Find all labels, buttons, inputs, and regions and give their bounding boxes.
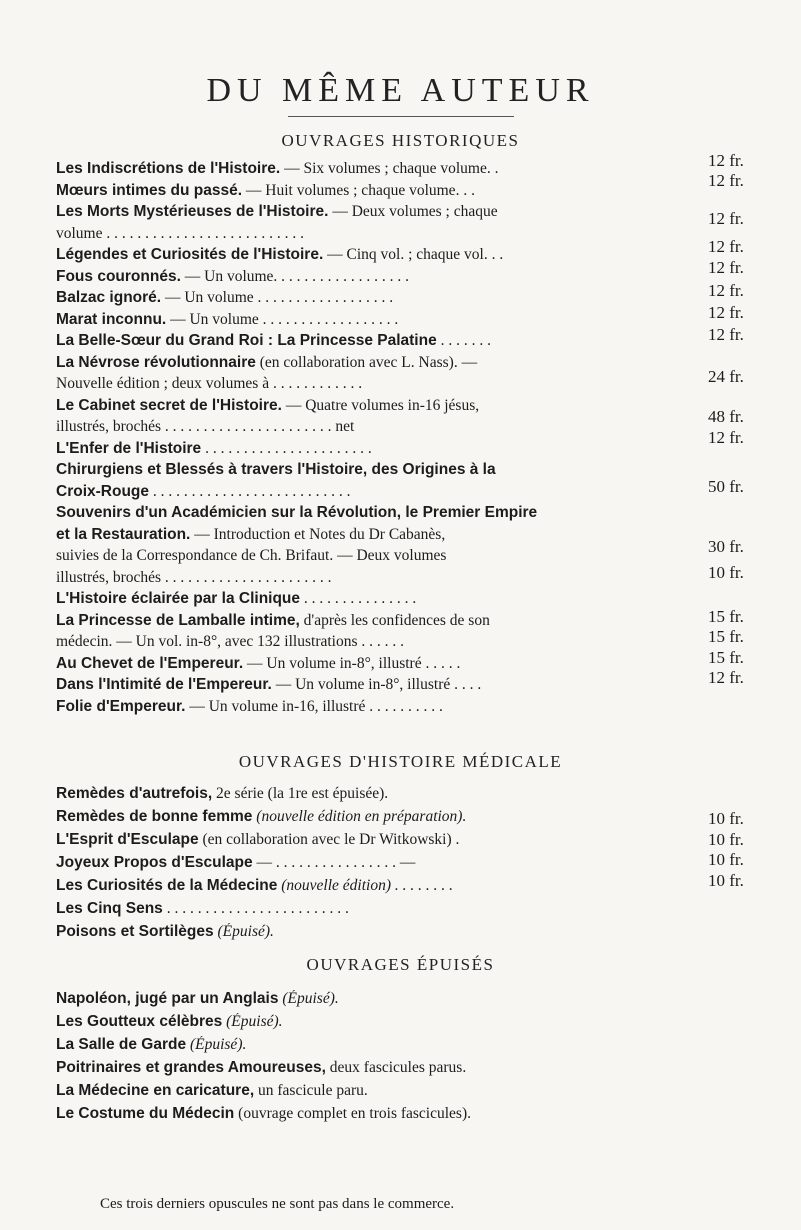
historiques-entry: [56, 418, 696, 436]
medicale-price: 10 fr.: [708, 871, 744, 890]
entry-title: La Médecine en caricature,: [56, 1082, 255, 1099]
entry-detail: . . . . . . .: [436, 332, 491, 349]
entry-detail: — Un volume . . . . . . . . . . . . . . . . . .: [166, 310, 399, 328]
entry-title: Fous couronnés.: [56, 267, 181, 285]
entry-title: Balzac ignoré.: [56, 289, 162, 306]
entry-title: Poisons et Sortilèges: [56, 923, 214, 940]
entry-detail: — Un volume. . . . . . . . . . . . . . . . . .: [180, 267, 410, 285]
historiques-price: 15 fr.: [708, 648, 744, 667]
historiques-entry: [56, 461, 696, 479]
entry-detail: médecin. — Un vol. in-8°, avec 132 illustrations . . . . . .: [56, 633, 405, 650]
entry-title: La Névrose révolutionnaire: [56, 353, 256, 371]
entry-detail: . . . . . . . . . . . . . . . . . . . . . . . .: [162, 900, 349, 917]
entry-note: (nouvelle édition en préparation).: [252, 808, 467, 825]
entry-title: La Belle-Sœur du Grand Roi : La Princesse Palatine: [56, 332, 437, 349]
historiques-price: 12 fr.: [708, 258, 744, 277]
entry-title: Les Morts Mystérieuses de l'Histoire.: [56, 203, 329, 220]
medicale-entry: [56, 831, 696, 849]
entry-detail: — Un volume . . . . . . . . . . . . . . . . . .: [161, 289, 394, 306]
entry-detail: — Deux volumes ; chaque: [328, 203, 498, 220]
historiques-entry: [56, 633, 696, 651]
entry-detail: . . . . . . . . . . . . . . . . . . . . . .: [201, 439, 372, 457]
entry-detail: illustrés, brochés . . . . . . . . . . . . . . . . . . . . . . net: [56, 418, 355, 435]
footnote: Ces trois derniers opuscules ne sont pas dans le commerce.: [100, 1196, 455, 1212]
entry-title: Les Curiosités de la Médecine: [56, 877, 278, 894]
entry-title: Le Cabinet secret de l'Histoire.: [56, 396, 282, 414]
entry-title: Folie d'Empereur.: [56, 697, 186, 715]
entry-title: Les Goutteux célèbres: [56, 1013, 223, 1030]
entry-note: (nouvelle édition) . . . . . . . .: [277, 877, 454, 894]
entry-title: Joyeux Propos d'Esculape: [56, 854, 253, 871]
entry-title: Croix-Rouge: [56, 482, 149, 500]
entry-title: Napoléon, jugé par un Anglais: [56, 990, 279, 1007]
entry-title: L'Histoire éclairée par la Clinique: [56, 590, 301, 607]
medicale-price: 10 fr.: [708, 809, 744, 828]
entry-detail: (ouvrage complet en trois fascicules).: [234, 1105, 471, 1122]
historiques-entry: [56, 311, 696, 329]
entry-detail: — Un volume in-8°, illustré . . . . .: [243, 654, 461, 672]
historiques-price: 12 fr.: [708, 325, 744, 344]
entry-detail: (en collaboration avec le Dr Witkowski) .: [198, 831, 460, 848]
historiques-entry: [56, 547, 696, 565]
historiques-entry: [56, 612, 696, 630]
entry-detail: 2e série (la 1re est épuisée).: [212, 785, 389, 802]
entry-title: Dans l'Intimité de l'Empereur.: [56, 676, 272, 693]
historiques-price: 15 fr.: [708, 627, 744, 646]
historiques-price: 12 fr.: [708, 237, 744, 256]
entry-title: Mœurs intimes du passé.: [56, 181, 243, 199]
entry-title: Les Cinq Sens: [56, 900, 163, 917]
entry-detail: — Huit volumes ; chaque volume. . .: [242, 181, 475, 199]
medicale-price: 10 fr.: [708, 850, 744, 869]
entry-title: et la Restauration.: [56, 525, 191, 543]
historiques-entry: [56, 289, 696, 307]
entry-detail: . . . . . . . . . . . . . . . . . . . . . . . . . .: [149, 482, 351, 500]
medicale-entry: [56, 900, 696, 918]
historiques-entry: [56, 182, 696, 200]
epuises-entry: [56, 1059, 696, 1077]
epuises-entry: [56, 1105, 696, 1123]
entry-detail: — Quatre volumes in-16 jésus,: [281, 396, 480, 414]
medicale-entry: [56, 808, 696, 826]
section-heading-medicale: OUVRAGES D'HISTOIRE MÉDICALE: [238, 752, 563, 771]
entry-detail: — Un volume in-8°, illustré . . . .: [271, 676, 482, 693]
historiques-entry: [56, 332, 696, 350]
historiques-price: 24 fr.: [708, 367, 744, 386]
page-title: DU MÊME AUTEUR: [206, 72, 595, 109]
historiques-price: 30 fr.: [708, 537, 744, 556]
historiques-entry: [56, 440, 696, 458]
entry-title: L'Esprit d'Esculape: [56, 831, 199, 848]
historiques-price: 15 fr.: [708, 607, 744, 626]
entry-title: La Salle de Garde: [56, 1036, 187, 1053]
historiques-entry: [56, 225, 696, 243]
historiques-entry: [56, 676, 696, 694]
entry-detail: suivies de la Correspondance de Ch. Brifaut. — Deux volumes: [56, 547, 447, 564]
entry-detail: (en collaboration avec L. Nass). —: [255, 353, 478, 371]
historiques-entry: [56, 160, 696, 178]
medicale-entry: [56, 785, 696, 803]
entry-title: Au Chevet de l'Empereur.: [56, 654, 244, 672]
entry-title: Poitrinaires et grandes Amoureuses,: [56, 1059, 326, 1076]
historiques-entry: [56, 569, 696, 587]
section-heading-epuises: OUVRAGES ÉPUISÉS: [306, 955, 495, 974]
historiques-price: 12 fr.: [708, 668, 744, 687]
entry-title: Le Costume du Médecin: [56, 1105, 235, 1122]
entry-detail: — Un volume in-16, illustré . . . . . . . . . .: [185, 697, 443, 715]
historiques-entry: [56, 397, 696, 415]
historiques-entry: [56, 504, 696, 522]
title-underline: [288, 116, 514, 117]
entry-title: L'Enfer de l'Histoire: [56, 439, 202, 457]
entry-title: Marat inconnu.: [56, 310, 167, 328]
entry-detail: un fascicule paru.: [254, 1082, 368, 1099]
historiques-entry: [56, 268, 696, 286]
entry-detail: d'après les confidences de son: [299, 611, 490, 629]
medicale-entry: [56, 854, 696, 872]
entry-title: Chirurgiens et Blessés à travers l'Histoire, des Origines à la: [56, 461, 496, 478]
entry-note: (Épuisé).: [222, 1013, 283, 1030]
entry-detail: — . . . . . . . . . . . . . . . . —: [252, 854, 416, 871]
historiques-entry: [56, 354, 696, 372]
epuises-entry: [56, 990, 696, 1008]
historiques-price: 12 fr.: [708, 171, 744, 190]
entry-detail: illustrés, brochés . . . . . . . . . . . . . . . . . . . . . .: [56, 568, 332, 586]
medicale-entry: [56, 877, 696, 895]
entry-note: (Épuisé).: [278, 990, 339, 1007]
historiques-entry: [56, 590, 696, 608]
entry-detail: — Cinq vol. ; chaque vol. . .: [323, 246, 504, 263]
entry-detail: volume . . . . . . . . . . . . . . . . . . . . . . . . . .: [56, 224, 304, 242]
historiques-entry: [56, 375, 696, 393]
entry-title: Souvenirs d'un Académicien sur la Révolution, le Premier Empire: [56, 504, 538, 521]
historiques-entry: [56, 698, 696, 716]
entry-note: (Épuisé).: [213, 923, 274, 940]
entry-detail: — Six volumes ; chaque volume. .: [280, 160, 499, 177]
entry-detail: Nouvelle édition ; deux volumes à . . . . . . . . . . . .: [56, 375, 363, 392]
historiques-entry: [56, 203, 696, 221]
entry-title: Légendes et Curiosités de l'Histoire.: [56, 246, 324, 263]
entry-detail: deux fascicules parus.: [325, 1059, 467, 1076]
historiques-entry: [56, 483, 696, 501]
entry-note: (Épuisé).: [186, 1036, 247, 1053]
medicale-entry: [56, 923, 696, 941]
historiques-price: 48 fr.: [708, 407, 744, 426]
epuises-entry: [56, 1013, 696, 1031]
historiques-entry: [56, 246, 696, 264]
entry-title: Remèdes d'autrefois,: [56, 785, 213, 802]
historiques-entry: [56, 655, 696, 673]
section-heading-historiques: OUVRAGES HISTORIQUES: [281, 131, 520, 150]
historiques-price: 12 fr.: [708, 303, 744, 322]
entry-title: Les Indiscrétions de l'Histoire.: [56, 160, 281, 177]
epuises-entry: [56, 1036, 696, 1054]
historiques-price: 12 fr.: [708, 281, 744, 300]
entry-detail: — Introduction et Notes du Dr Cabanès,: [190, 525, 446, 543]
historiques-price: 10 fr.: [708, 563, 744, 582]
historiques-price: 12 fr.: [708, 151, 744, 170]
entry-detail: . . . . . . . . . . . . . . .: [300, 590, 417, 607]
historiques-price: 12 fr.: [708, 428, 744, 447]
entry-title: Remèdes de bonne femme: [56, 808, 253, 825]
historiques-price: 50 fr.: [708, 477, 744, 496]
entry-title: La Princesse de Lamballe intime,: [56, 611, 300, 629]
historiques-entry: [56, 526, 696, 544]
epuises-entry: [56, 1082, 696, 1100]
historiques-price: 12 fr.: [708, 209, 744, 228]
medicale-price: 10 fr.: [708, 830, 744, 849]
